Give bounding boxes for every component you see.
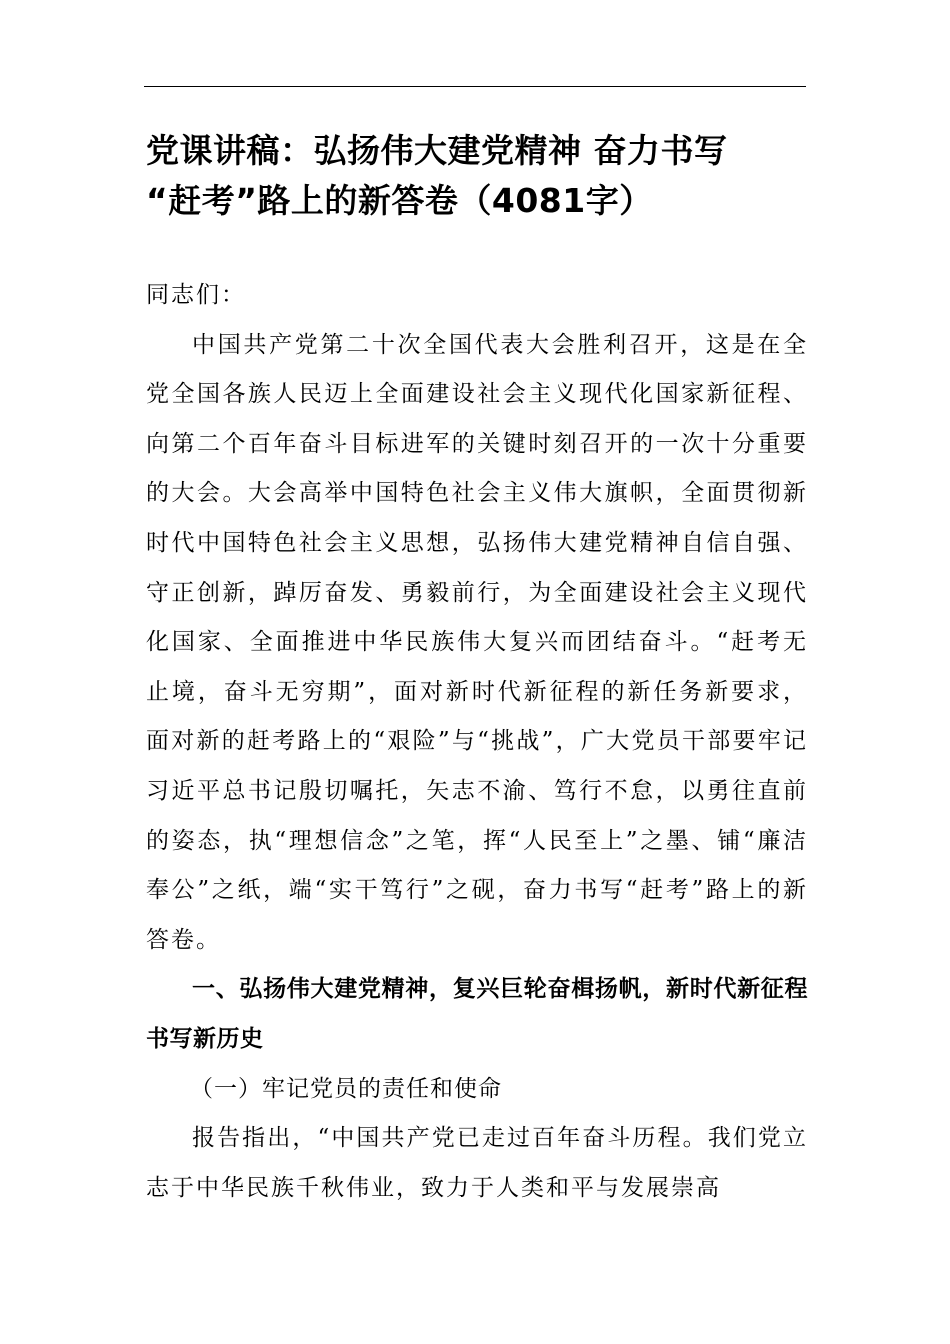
- paragraph-report: 报告指出，“中国共产党已走过百年奋斗历程。我们党立志于中华民族千秋伟业，致力于人类和平与发展崇高: [146, 1125, 808, 1201]
- paragraph-intro: 中国共产党第二十次全国代表大会胜利召开，这是在全党全国各族人民迈上全面建设社会主义现代化国家新征程、向第二个百年奋斗目标进军的关键时刻召开的一次十分重要的大会。大会高举中国特色社会主义伟大旗帜，全面贯彻新时代中国特色社会主义思想，弘扬伟大建党精神自信自强、守正创新，踔厉奋发、勇毅前行，为全面建设社会主义现代化国家、全面推进中华民族伟大复兴而团结奋斗。“赶考无止境，奋斗无穷期”，面对新时代新征程的新任务新要求，面对新的赶考路上的“艰险”与“挑战”，广大党员干部要牢记习近平总书记殷切嘱托，矢志不渝、笃行不怠，以勇往直前的姿态，执“理想信念”之笔，挥“人民至上”之墨、铺“廉洁奉公”之纸，端“实干笃行”之砚，奋力书写“赶考”路上的新答卷。: [146, 331, 808, 953]
- document-title: [146, 126, 808, 226]
- header-rule: [144, 86, 806, 87]
- title-line-1: 党课讲稿：弘扬伟大建党精神 奋力书写: [146, 131, 728, 170]
- document-body: [146, 271, 808, 1213]
- section-heading-1: 一、弘扬伟大建党精神，复兴巨轮奋楫扬帆，新时代新征程书写新历史: [146, 976, 808, 1052]
- salutation: 同志们：: [146, 282, 246, 308]
- title-line-2: “赶考”路上的新答卷（4081字）: [146, 181, 653, 220]
- subsection-heading-1: （一）牢记党员的责任和使命: [190, 1075, 502, 1102]
